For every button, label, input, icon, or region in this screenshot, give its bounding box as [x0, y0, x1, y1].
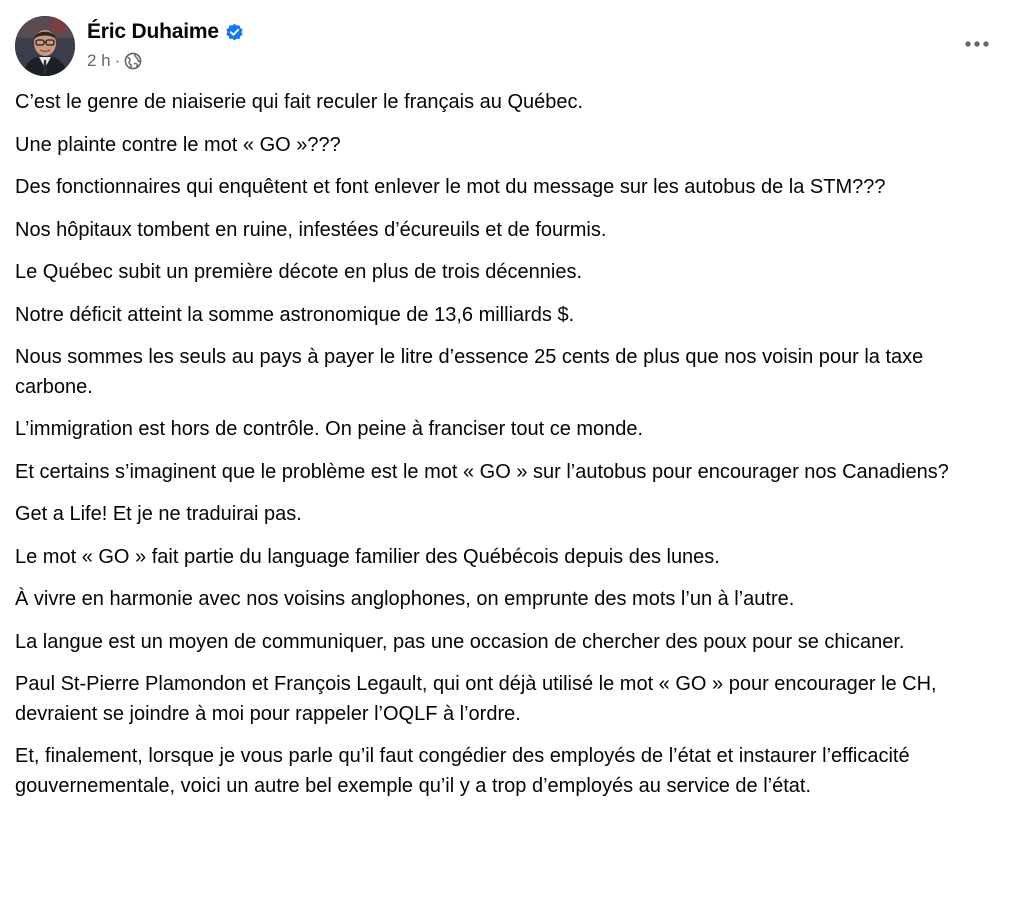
post-body [15, 88, 995, 814]
more-options-icon[interactable] [957, 26, 997, 62]
post-paragraph: Paul St-Pierre Plamondon et François Legault, qui ont déjà utilisé le mot « GO » pour encourager le CH, devraient se joindre à moi pour rappeler l’OQLF à l’ordre. [15, 673, 937, 725]
meta-separator: · [114, 51, 121, 70]
post-paragraph: Nos hôpitaux tombent en ruine, infestées d’écureuils et de fourmis. [15, 218, 607, 241]
post-header [15, 14, 997, 76]
author-name[interactable]: Éric Duhaime [87, 20, 219, 43]
verified-badge-icon [225, 23, 244, 42]
post-paragraph: Nous sommes les seuls au pays à payer le litre d’essence 25 cents de plus que nos voisin pour la taxe carbone. [15, 346, 924, 398]
post-paragraph: Notre déficit atteint la somme astronomique de 13,6 milliards $. [15, 303, 575, 326]
post-paragraph: Une plainte contre le mot « GO »??? [15, 133, 341, 156]
post-paragraph: C’est le genre de niaiserie qui fait reculer le français au Québec. [15, 91, 584, 113]
post-paragraph: La langue est un moyen de communiquer, pas une occasion de chercher des poux pour se chicaner. [15, 630, 905, 653]
post-paragraph: Le Québec subit un première décote en plus de trois décennies. [15, 261, 583, 283]
post-meta [87, 50, 142, 72]
author-avatar[interactable] [15, 16, 75, 76]
post-timestamp[interactable]: 2 h [87, 51, 111, 70]
post-paragraph: Et certains s’imaginent que le problème est le mot « GO » sur l’autobus pour encourager nos Canadiens? [15, 460, 949, 483]
globe-icon[interactable] [124, 52, 142, 70]
author-line [87, 18, 244, 46]
post-paragraph: Des fonctionnaires qui enquêtent et font enlever le mot du message sur les autobus de la STM??? [15, 176, 886, 198]
post-paragraph: Le mot « GO » fait partie du language familier des Québécois depuis des lunes. [15, 545, 720, 568]
post-paragraph: L’immigration est hors de contrôle. On peine à franciser tout ce monde. [15, 418, 644, 440]
post-paragraph: Et, finalement, lorsque je vous parle qu’il faut congédier des employés de l’état et instaurer l’efficacité gouvernementale, voici un autre bel exemple qu’il y a trop d’employés au service de l’état. [15, 745, 910, 797]
post-paragraph: Get a Life! Et je ne traduirai pas. [15, 503, 302, 525]
post-paragraph: À vivre en harmonie avec nos voisins anglophones, on emprunte des mots l’un à l’autre. [15, 588, 795, 610]
